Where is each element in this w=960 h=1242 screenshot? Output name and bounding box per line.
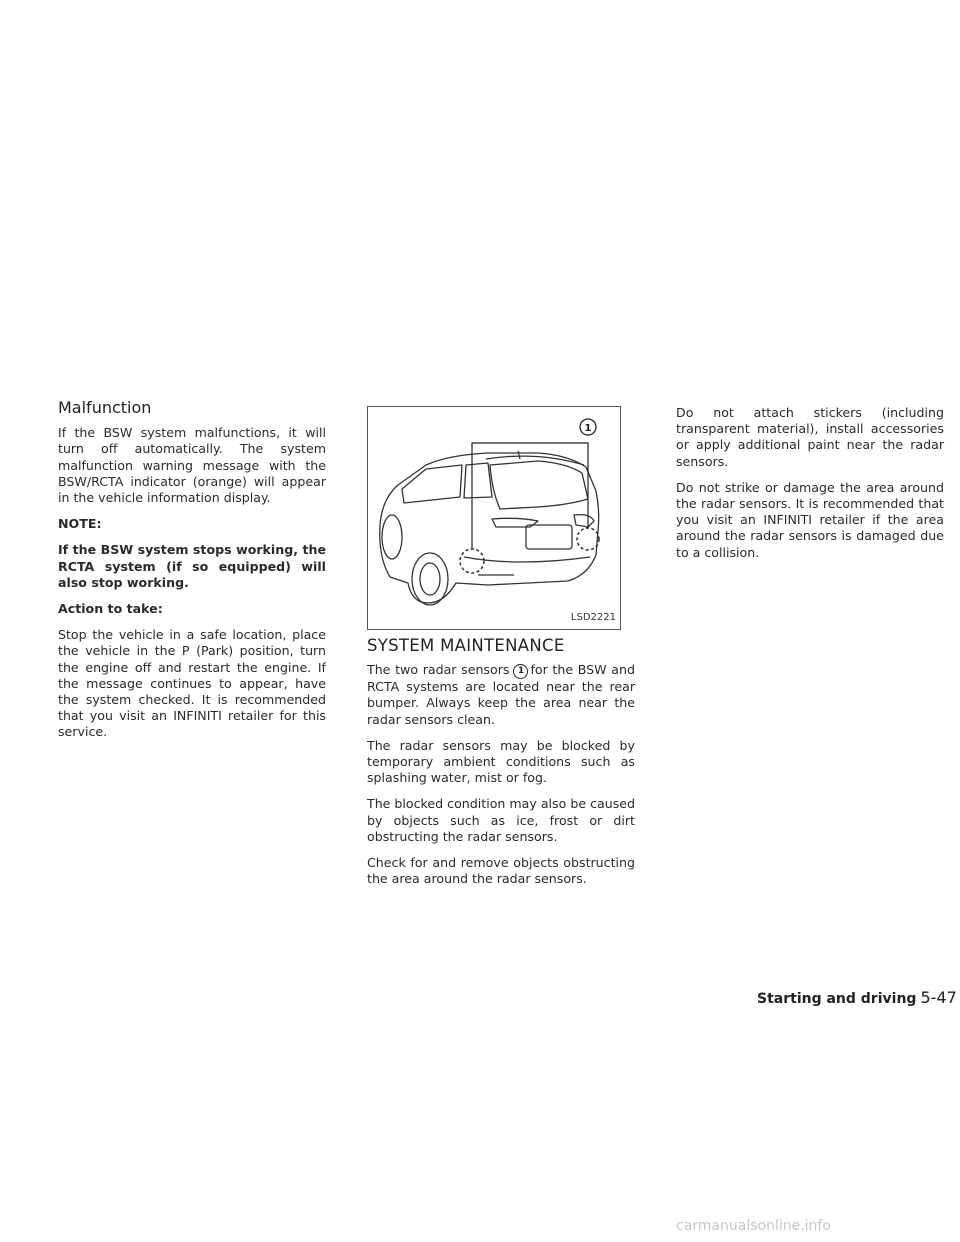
- footer-section-name: Starting and driving: [757, 991, 917, 1007]
- maintenance-paragraph-1: The two radar sensors 1 for the BSW and RCTA systems are located near the rear bumper. Always keep the area near the radar sensors clean.: [367, 662, 635, 727]
- malfunction-paragraph: If the BSW system malfunctions, it will turn off automatically. The system malfunction warning message with the BSW/RCTA indicator (orange) will appear in the vehicle information display.: [58, 425, 326, 506]
- system-maintenance-heading: SYSTEM MAINTENANCE: [367, 636, 565, 655]
- column-left: [58, 400, 326, 751]
- column-right: [676, 405, 944, 571]
- figure-code: LSD2221: [570, 611, 616, 623]
- note-label: NOTE:: [58, 516, 102, 532]
- stickers-paragraph: Do not attach stickers (including transparent material), install accessories or apply additional paint near the radar sensors.: [676, 405, 944, 469]
- maintenance-paragraph-2: The radar sensors may be blocked by temporary ambient conditions such as splashing water, mist or fog.: [367, 737, 635, 786]
- radar-sensor-figure: [367, 406, 621, 630]
- maintenance-paragraph-4: Check for and remove objects obstructing the area around the radar sensors.: [367, 855, 635, 887]
- page-footer: [757, 988, 957, 1007]
- column-middle: [367, 406, 635, 897]
- watermark: carmanualsonline.info: [676, 1218, 831, 1234]
- action-label: Action to take:: [58, 601, 163, 617]
- vehicle-rear-illustration: [368, 407, 620, 629]
- malfunction-heading: Malfunction: [58, 398, 152, 417]
- action-paragraph: Stop the vehicle in a safe location, place the vehicle in the P (Park) position, turn the engine off and restart the engine. If the message continues to appear, have the system checked. It is recommended that you visit an INFINITI retailer for this service.: [58, 627, 326, 740]
- damage-paragraph: Do not strike or damage the area around the radar sensors. It is recommended that you visit an INFINITI retailer if the area around the radar sensors is damaged due to a collision.: [676, 479, 944, 560]
- page-number: 5-47: [920, 988, 957, 1007]
- maintenance-paragraph-3: The blocked condition may also be caused by objects such as ice, frost or dirt obstructing the radar sensors.: [367, 796, 635, 844]
- note-text: If the BSW system stops working, the RCTA system (if so equipped) will also stop working.: [58, 542, 326, 590]
- figure-callout-label: 1: [584, 423, 592, 434]
- callout-1-icon: 1: [513, 664, 528, 679]
